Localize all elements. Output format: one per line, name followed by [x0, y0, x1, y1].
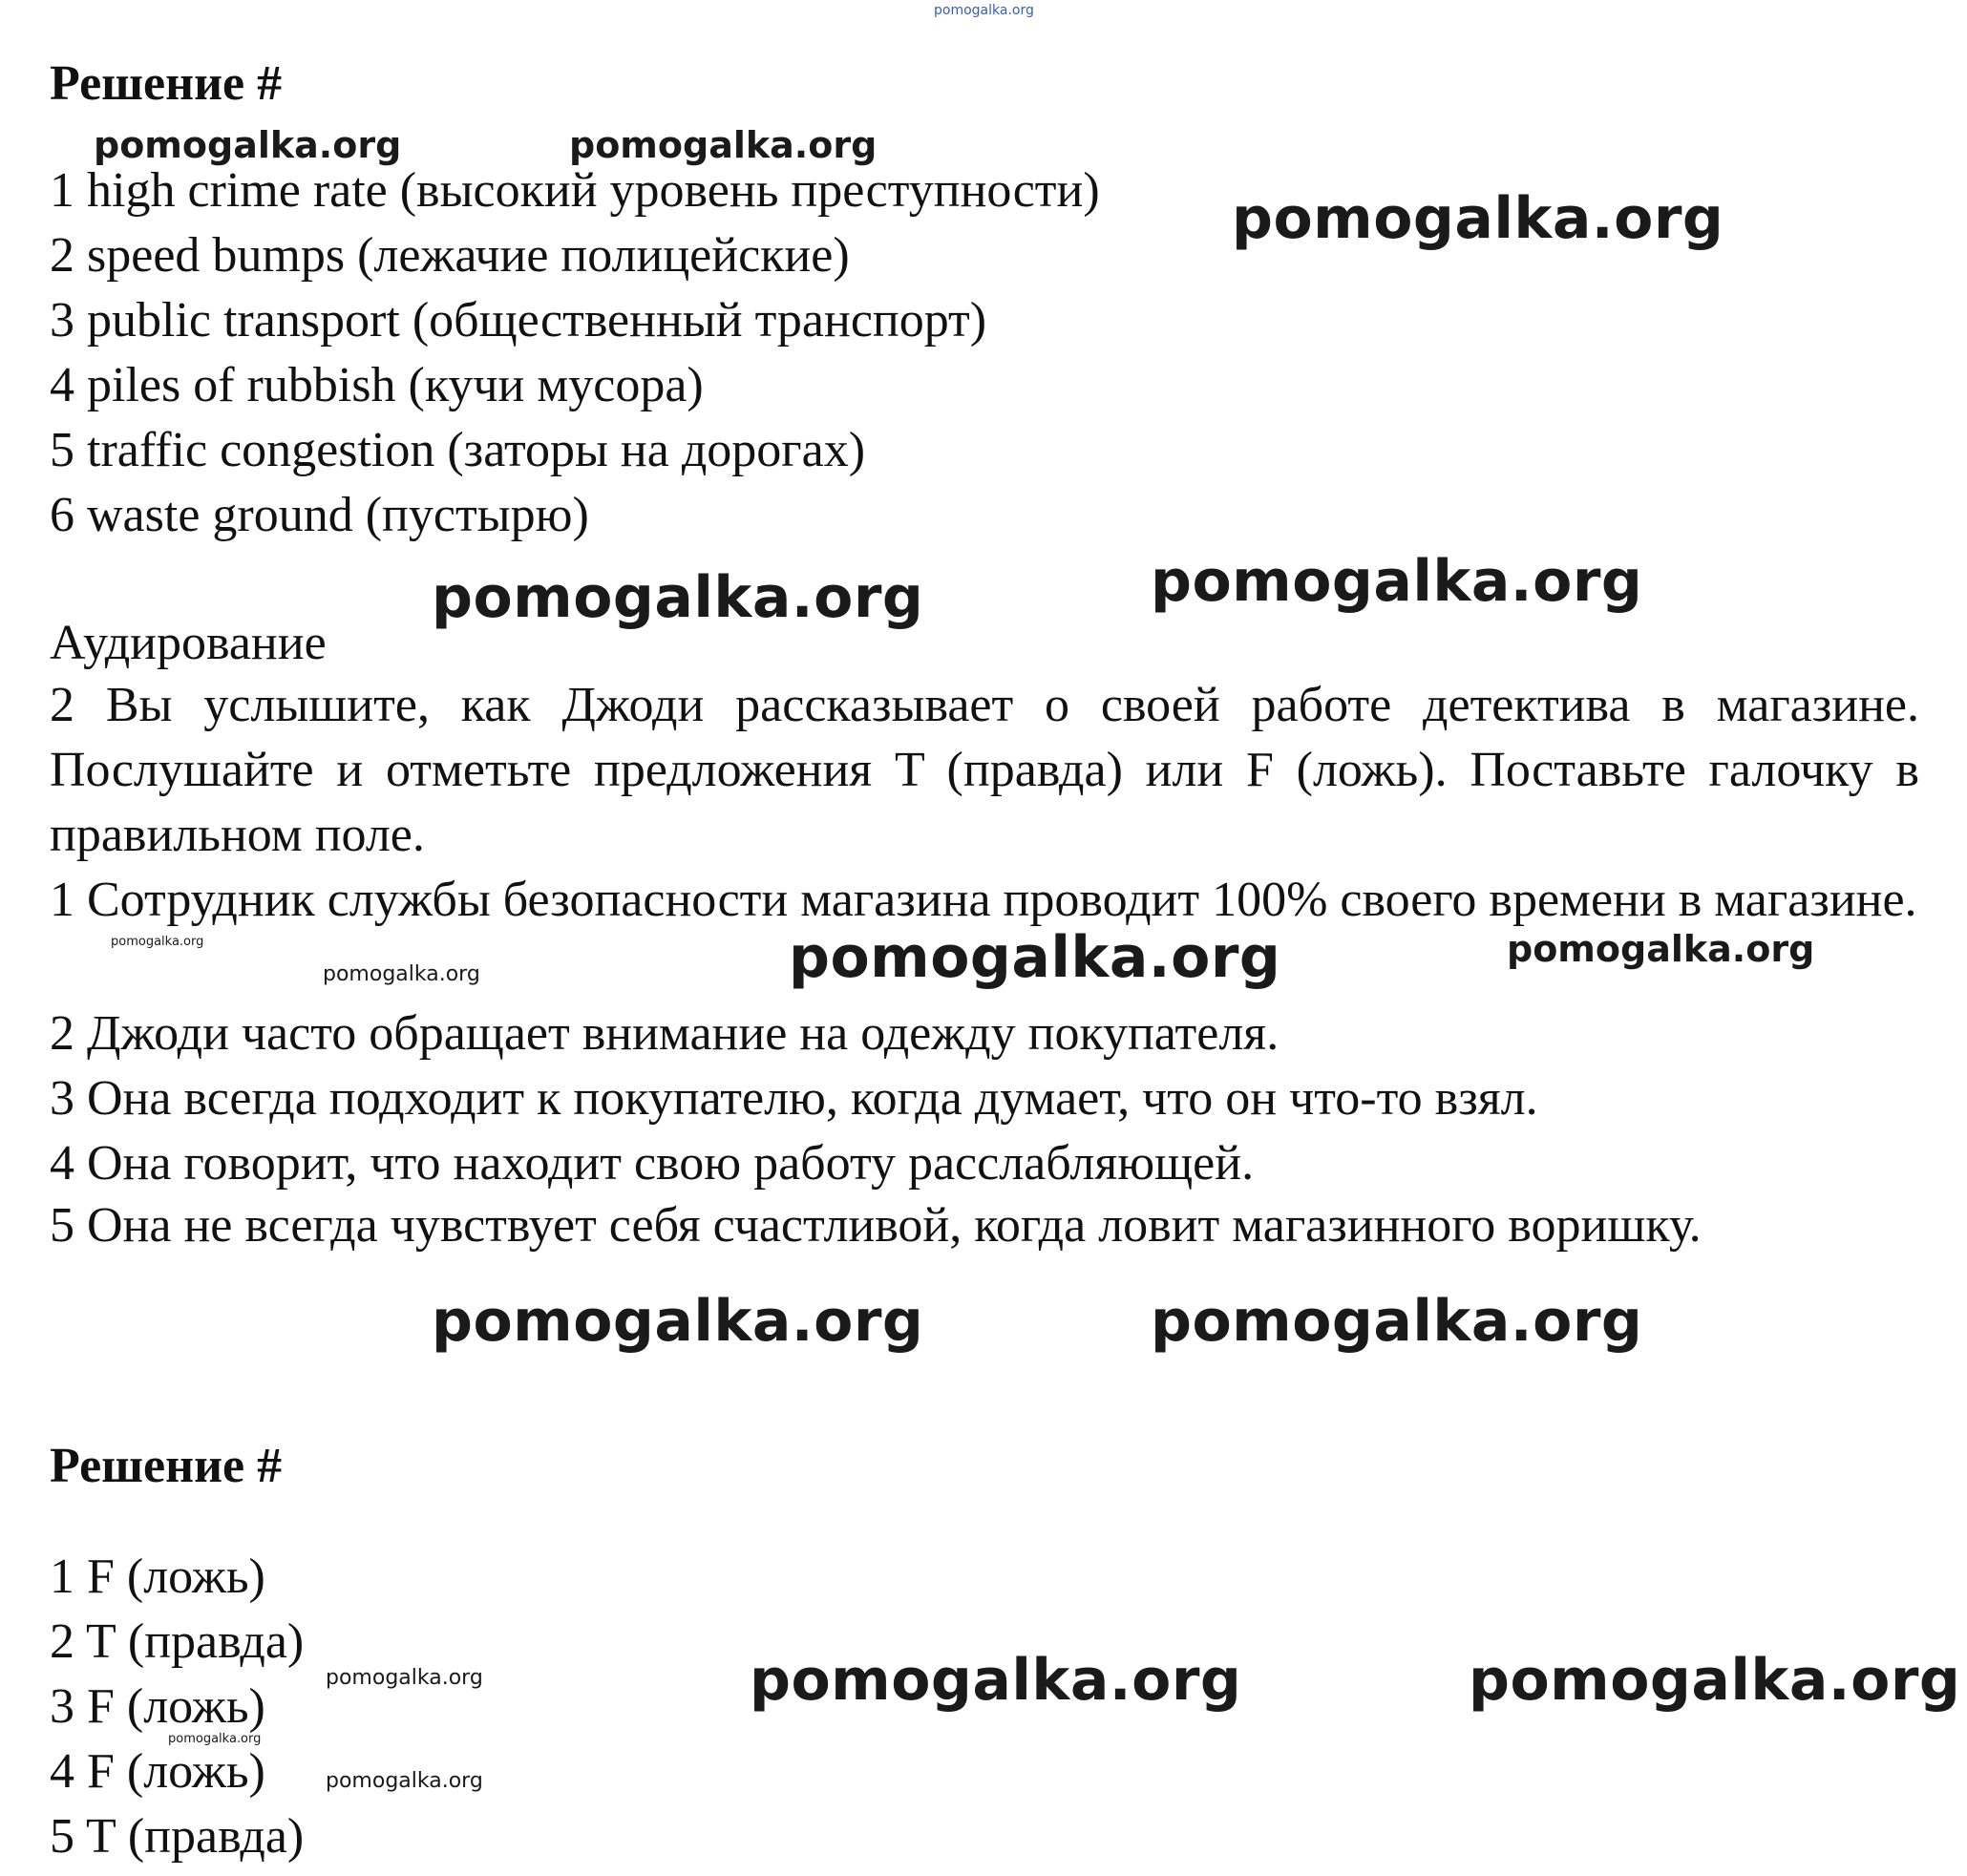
statement: 2 Джоди часто обращает внимание на одежду покупателя.	[50, 1006, 1280, 1061]
solution-item: 1 high crime rate (высокий уровень преступности)	[50, 163, 1100, 218]
watermark: pomogalka.org	[111, 935, 204, 949]
watermark: pomogalka.org	[1469, 1647, 1961, 1714]
watermark: pomogalka.org	[326, 1769, 483, 1793]
watermark: pomogalka.org	[94, 124, 402, 166]
answers-heading: Решение #	[50, 1439, 283, 1493]
listening-title: Аудирование	[50, 616, 327, 670]
watermark: pomogalka.org	[750, 1647, 1242, 1714]
watermark: pomogalka.org	[1232, 185, 1724, 252]
watermark: pomogalka.org	[326, 1666, 483, 1690]
statement: 4 Она говорит, что находит свою работу расслабляющей.	[50, 1136, 1255, 1191]
watermark: pomogalka.org	[432, 564, 924, 631]
answer-item: 5 T (правда)	[50, 1809, 305, 1864]
statement: 5 Она не всегда чувствует себя счастливой, когда ловит магазинного воришку.	[50, 1198, 1702, 1253]
answer-item: 2 T (правда)	[50, 1614, 305, 1669]
watermark: pomogalka.org	[168, 1732, 262, 1746]
solution-item: 4 piles of rubbish (кучи мусора)	[50, 358, 704, 412]
answer-item: 1 F (ложь)	[50, 1549, 265, 1604]
watermark: pomogalka.org	[1151, 1288, 1643, 1355]
statement: 1 Сотрудник службы безопасности магазина проводит 100% своего времени в магазине.	[50, 873, 1917, 927]
watermark: pomogalka.org	[1151, 548, 1643, 615]
solution-item: 6 waste ground (пустырю)	[50, 488, 589, 542]
watermark: pomogalka.org	[1507, 928, 1815, 970]
solution-item: 5 traffic congestion (заторы на дорогах)	[50, 423, 866, 477]
answer-item: 4 F (ложь)	[50, 1744, 265, 1799]
listening-task: 2 Вы услышите, как Джоди рассказывает о своей работе детектива в магазине. Послушайте и отметьте предложения T (правда) или F (ложь). Поставьте галочку в правильном поле.	[50, 678, 1919, 862]
watermark: pomogalka.org	[569, 124, 878, 166]
watermark: pomogalka.org	[323, 962, 480, 986]
solution-item: 3 public transport (общественный транспорт)	[50, 293, 987, 348]
watermark-top: pomogalka.org	[934, 3, 1034, 18]
statement: 3 Она всегда подходит к покупателю, когда думает, что он что-то взял.	[50, 1071, 1538, 1126]
answer-item: 3 F (ложь)	[50, 1679, 265, 1734]
solution-heading: Решение #	[50, 56, 283, 111]
solution-item: 2 speed bumps (лежачие полицейские)	[50, 228, 850, 283]
watermark: pomogalka.org	[789, 924, 1281, 991]
watermark: pomogalka.org	[432, 1288, 924, 1355]
